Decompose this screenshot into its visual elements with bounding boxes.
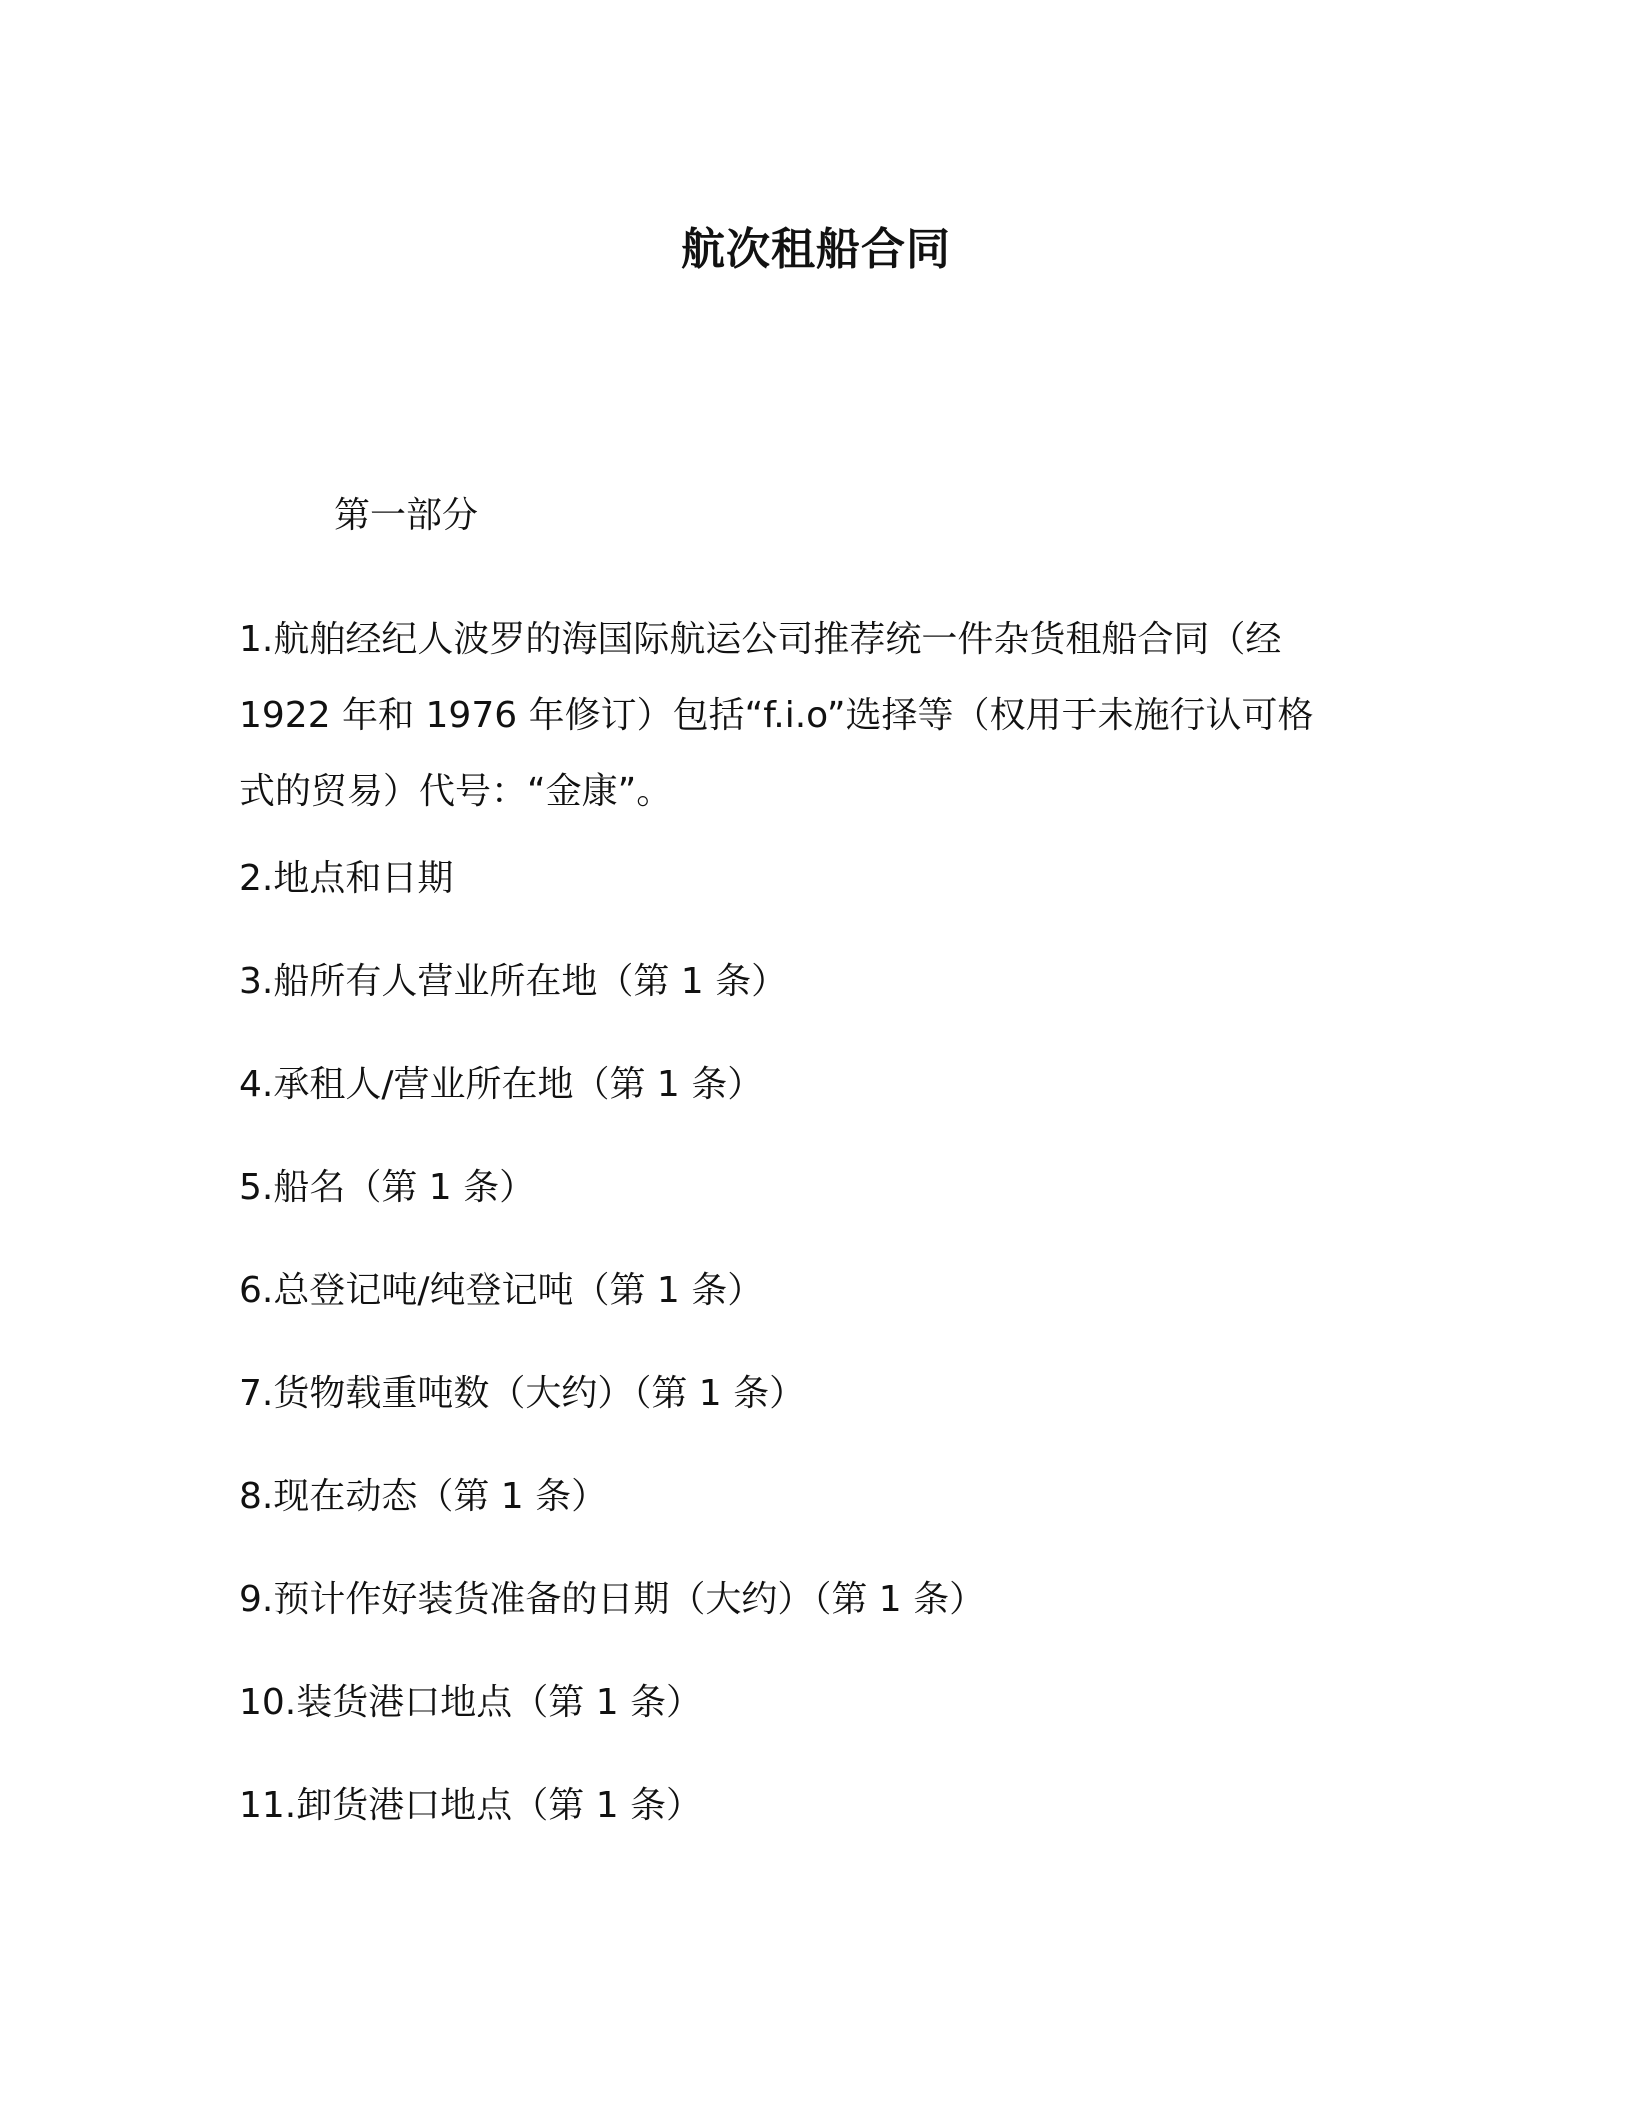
clause-5: 5.船名（第 1 条） [239, 1167, 536, 1208]
clause-1-line-1: 1.航舶经纪人波罗的海国际航运公司推荐统一件杂货租船合同（经 [239, 619, 1282, 660]
clause-10: 10.装货港口地点（第 1 条） [239, 1682, 703, 1723]
clause-6: 6.总登记吨/纯登记吨（第 1 条） [239, 1270, 764, 1311]
section-heading: 第一部分 [334, 495, 479, 536]
clause-1-line-3: 式的贸易）代号：“金康”。 [239, 771, 673, 812]
clause-11: 11.卸货港口地点（第 1 条） [239, 1785, 703, 1826]
clause-9: 9.预计作好装货准备的日期（大约）（第 1 条） [239, 1579, 986, 1620]
document-title: 航次租船合同 [681, 224, 951, 275]
clause-8: 8.现在动态（第 1 条） [239, 1476, 608, 1517]
clause-1-line-2: 1922 年和 1976 年修订）包括“f.i.o”选择等（权用于未施行认可格 [239, 695, 1314, 736]
clause-4: 4.承租人/营业所在地（第 1 条） [239, 1064, 764, 1105]
clause-1-paragraph [239, 602, 1389, 830]
clause-2: 2.地点和日期 [239, 858, 454, 899]
clause-3: 3.船所有人营业所在地（第 1 条） [239, 961, 788, 1002]
clause-7: 7.货物载重吨数（大约）（第 1 条） [239, 1373, 806, 1414]
